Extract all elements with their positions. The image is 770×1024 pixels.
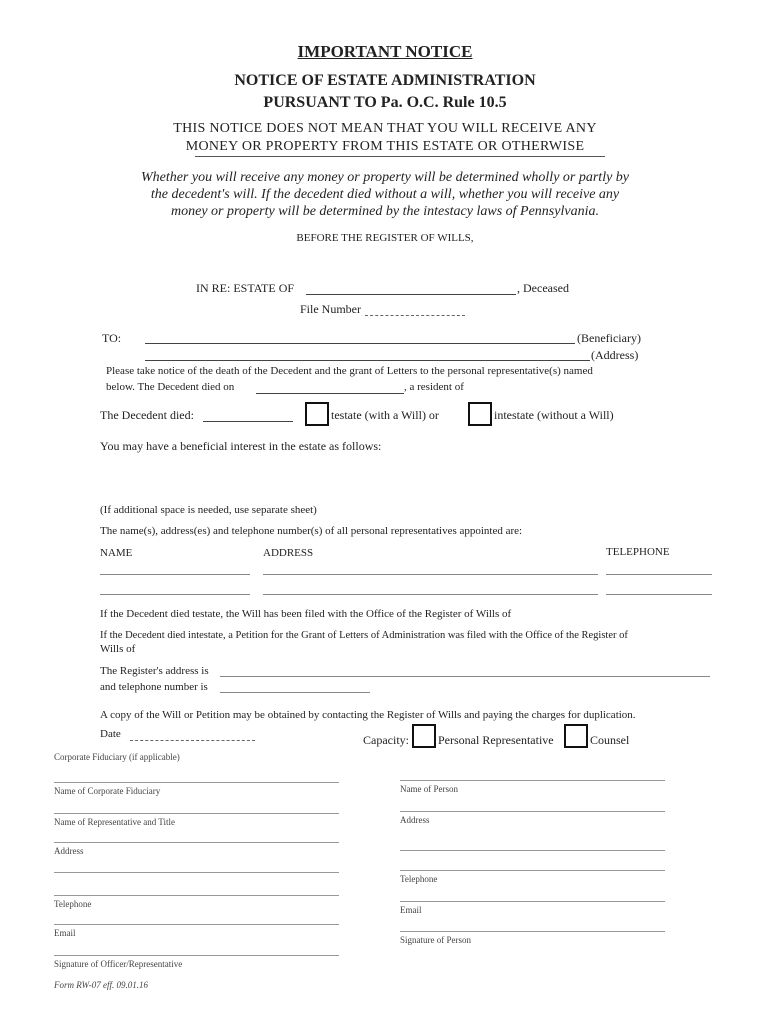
intro-line-2: the decedent's will. If the decedent died without a will, whether you will receive any (150, 187, 620, 202)
rep-phone-field-1[interactable] (606, 574, 712, 575)
left-address-field-1[interactable] (54, 842, 339, 843)
person-name-label: Name of Person (400, 784, 458, 794)
rep-address-field-1[interactable] (263, 574, 598, 575)
copy-instructions: A copy of the Will or Petition may be obtained by contacting the Register of Wills and paying the charges for duplication. (100, 709, 636, 721)
right-telephone-field[interactable] (400, 870, 665, 871)
file-number-field[interactable] (365, 315, 465, 316)
testate-label: testate (with a Will) or (331, 408, 439, 422)
date-label: Date (100, 728, 121, 740)
representative-name-field[interactable] (54, 813, 339, 814)
beneficiary-address-field[interactable] (145, 360, 590, 361)
personal-representative-checkbox[interactable] (412, 724, 436, 748)
notice-line-2a: below. The Decedent died on (106, 381, 235, 393)
representative-name-label: Name of Representative and Title (54, 817, 175, 827)
register-address-field[interactable] (220, 676, 710, 677)
beneficiary-field[interactable] (145, 343, 575, 344)
rep-name-field-1[interactable] (100, 574, 250, 575)
decedent-died-label: The Decedent died: (100, 408, 194, 422)
intestate-label: intestate (without a Will) (494, 408, 614, 422)
corporate-fiduciary-name-label: Name of Corporate Fiduciary (54, 786, 161, 796)
left-email-field[interactable] (54, 924, 339, 925)
testate-filed-text: If the Decedent died testate, the Will has been filed with the Office of the Register of Wills of (100, 608, 512, 620)
capacity-label: Capacity: (363, 733, 409, 747)
register-telephone-field[interactable] (220, 692, 370, 693)
right-email-label: Email (400, 905, 422, 915)
to-label: TO: (102, 331, 122, 345)
left-address-field-2[interactable] (54, 872, 339, 873)
document-title: IMPORTANT NOTICE (297, 42, 473, 61)
corporate-fiduciary-name-field[interactable] (54, 782, 339, 783)
died-field[interactable] (203, 421, 293, 422)
warning-line-1: THIS NOTICE DOES NOT MEAN THAT YOU WILL RECEIVE ANY (173, 121, 597, 136)
right-telephone-label: Telephone (400, 874, 438, 884)
representatives-heading: The name(s), address(es) and telephone number(s) of all personal representatives appointed are: (100, 525, 523, 537)
person-name-field[interactable] (400, 780, 665, 781)
intestate-checkbox[interactable] (468, 402, 492, 426)
form-identifier: Form RW-07 eff. 09.01.16 (54, 980, 148, 990)
rep-address-field-2[interactable] (263, 594, 598, 595)
register-telephone-label: and telephone number is (100, 681, 208, 693)
left-signature-label: Signature of Officer/Representative (54, 959, 183, 969)
date-field[interactable] (130, 740, 255, 741)
intro-line-1: Whether you will receive any money or property will be determined wholly or partly by (140, 170, 630, 185)
intestate-filed-text-2: Wills of (100, 643, 136, 655)
in-re-label: IN RE: ESTATE OF (196, 281, 295, 295)
beneficiary-label: (Beneficiary) (577, 331, 641, 345)
intestate-filed-text-1: If the Decedent died intestate, a Petition for the Grant of Letters of Administration was filed with the Office of the Register of (100, 630, 628, 641)
notice-line-1: Please take notice of the death of the Decedent and the grant of Letters to the personal representative(s) named (106, 365, 593, 377)
counsel-label: Counsel (590, 733, 630, 747)
rule-title: PURSUANT TO Pa. O.C. Rule 10.5 (263, 94, 507, 111)
corporate-fiduciary-heading: Corporate Fiduciary (if applicable) (54, 752, 180, 762)
extra-space-note: (If additional space is needed, use separate sheet) (100, 504, 317, 516)
file-number-label: File Number (300, 302, 361, 316)
register-address-label: The Register's address is (100, 665, 209, 677)
warning-underline (195, 156, 605, 157)
right-address-label: Address (400, 815, 430, 825)
personal-representative-label: Personal Representative (438, 733, 554, 747)
estate-name-field[interactable] (306, 294, 516, 295)
left-telephone-label: Telephone (54, 899, 92, 909)
right-signature-field[interactable] (400, 931, 665, 932)
address-label: (Address) (591, 348, 639, 362)
left-signature-field[interactable] (54, 955, 339, 956)
interest-label: You may have a beneficial interest in the estate as follows: (100, 439, 382, 453)
left-email-label: Email (54, 928, 76, 938)
rep-phone-field-2[interactable] (606, 594, 712, 595)
right-address-field-2[interactable] (400, 850, 665, 851)
warning-line-2: MONEY OR PROPERTY FROM THIS ESTATE OR OTHERWISE (185, 139, 585, 154)
interest-text-area[interactable] (100, 458, 710, 496)
rep-name-field-2[interactable] (100, 594, 250, 595)
testate-checkbox[interactable] (305, 402, 329, 426)
left-telephone-field[interactable] (54, 895, 339, 896)
telephone-column-header: TELEPHONE (606, 546, 670, 558)
deceased-label: , Deceased (517, 281, 569, 295)
counsel-checkbox[interactable] (564, 724, 588, 748)
address-column-header: ADDRESS (263, 547, 314, 559)
register-heading: BEFORE THE REGISTER OF WILLS, (296, 232, 474, 244)
notice-line-2b: , a resident of (404, 381, 464, 393)
right-address-field-1[interactable] (400, 811, 665, 812)
right-signature-label: Signature of Person (400, 935, 471, 945)
notice-title: NOTICE OF ESTATE ADMINISTRATION (234, 72, 536, 89)
intro-line-3: money or property will be determined by the intestacy laws of Pennsylvania. (171, 204, 599, 219)
name-column-header: NAME (100, 547, 133, 559)
date-of-death-field[interactable] (256, 393, 404, 394)
right-email-field[interactable] (400, 901, 665, 902)
left-address-label: Address (54, 846, 84, 856)
